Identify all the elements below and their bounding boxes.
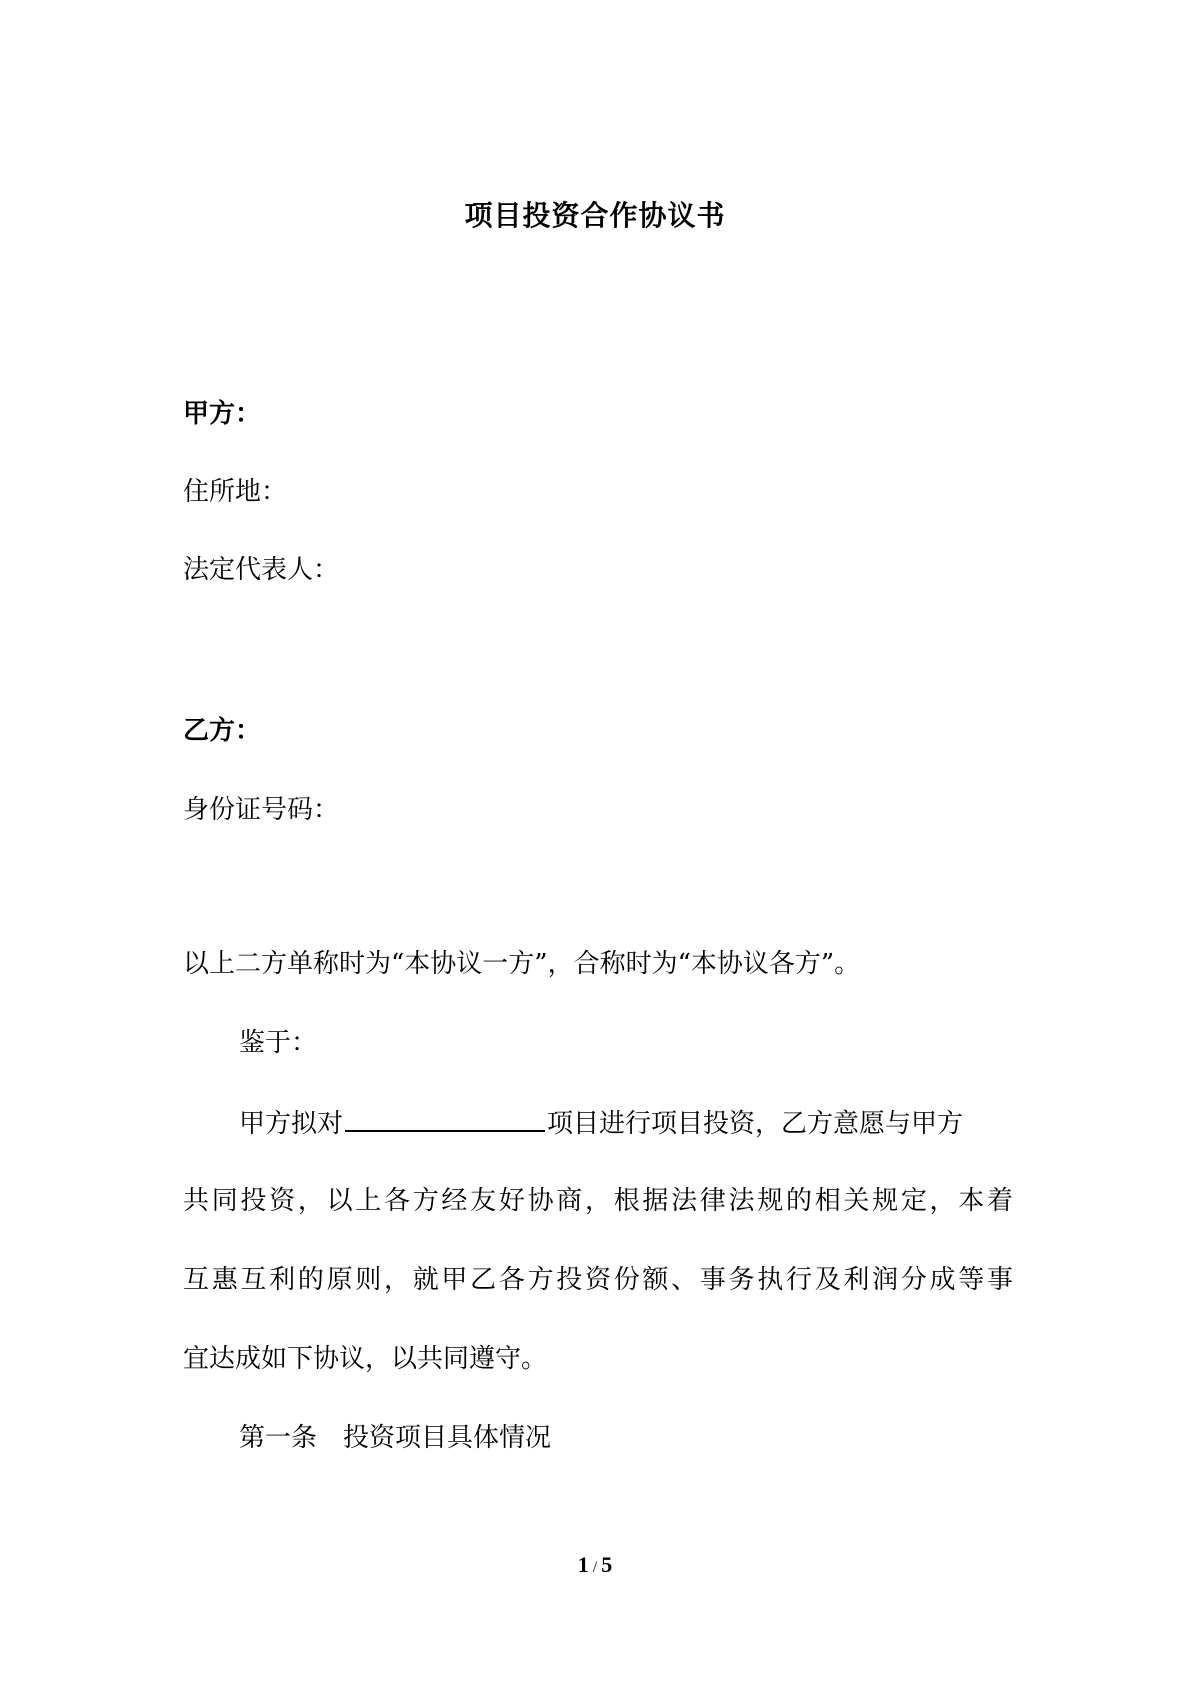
body-para-after-blank: 项目进行项目投资，乙方意愿与甲方 [547, 1109, 964, 1139]
body-paragraph-line-4: 宜达成如下协议，以共同遵守。 [183, 1344, 548, 1374]
article-1-heading: 第一条 投资项目具体情况 [239, 1423, 552, 1453]
party-a-representative-label: 法定代表人： [183, 555, 340, 585]
body-para-start: 甲方拟对 [239, 1109, 344, 1139]
party-a-address-label: 住所地： [183, 477, 288, 507]
body-paragraph-line-3: 互惠互利的原则，就甲乙各方投资份额、事务执行及利润分成等事 [183, 1265, 1013, 1295]
document-title: 项目投资合作协议书 [464, 199, 726, 232]
current-page: 1 [577, 1552, 589, 1577]
project-name-blank [345, 1104, 545, 1132]
definition-clause: 以上二方单称时为“本协议一方”，合称时为“本协议各方”。 [183, 949, 861, 979]
whereas-label: 鉴于： [239, 1028, 318, 1058]
party-b-id-label: 身份证号码： [183, 795, 340, 825]
party-a-label: 甲方： [183, 399, 262, 429]
total-pages: 5 [601, 1552, 613, 1577]
page-number [0, 1550, 1190, 1583]
body-paragraph-line-2: 共同投资，以上各方经友好协商，根据法律法规的相关规定，本着 [183, 1186, 1013, 1216]
body-paragraph-line-1 [239, 1104, 963, 1142]
page-separator: / [592, 1559, 598, 1576]
party-b-label: 乙方： [183, 716, 262, 746]
